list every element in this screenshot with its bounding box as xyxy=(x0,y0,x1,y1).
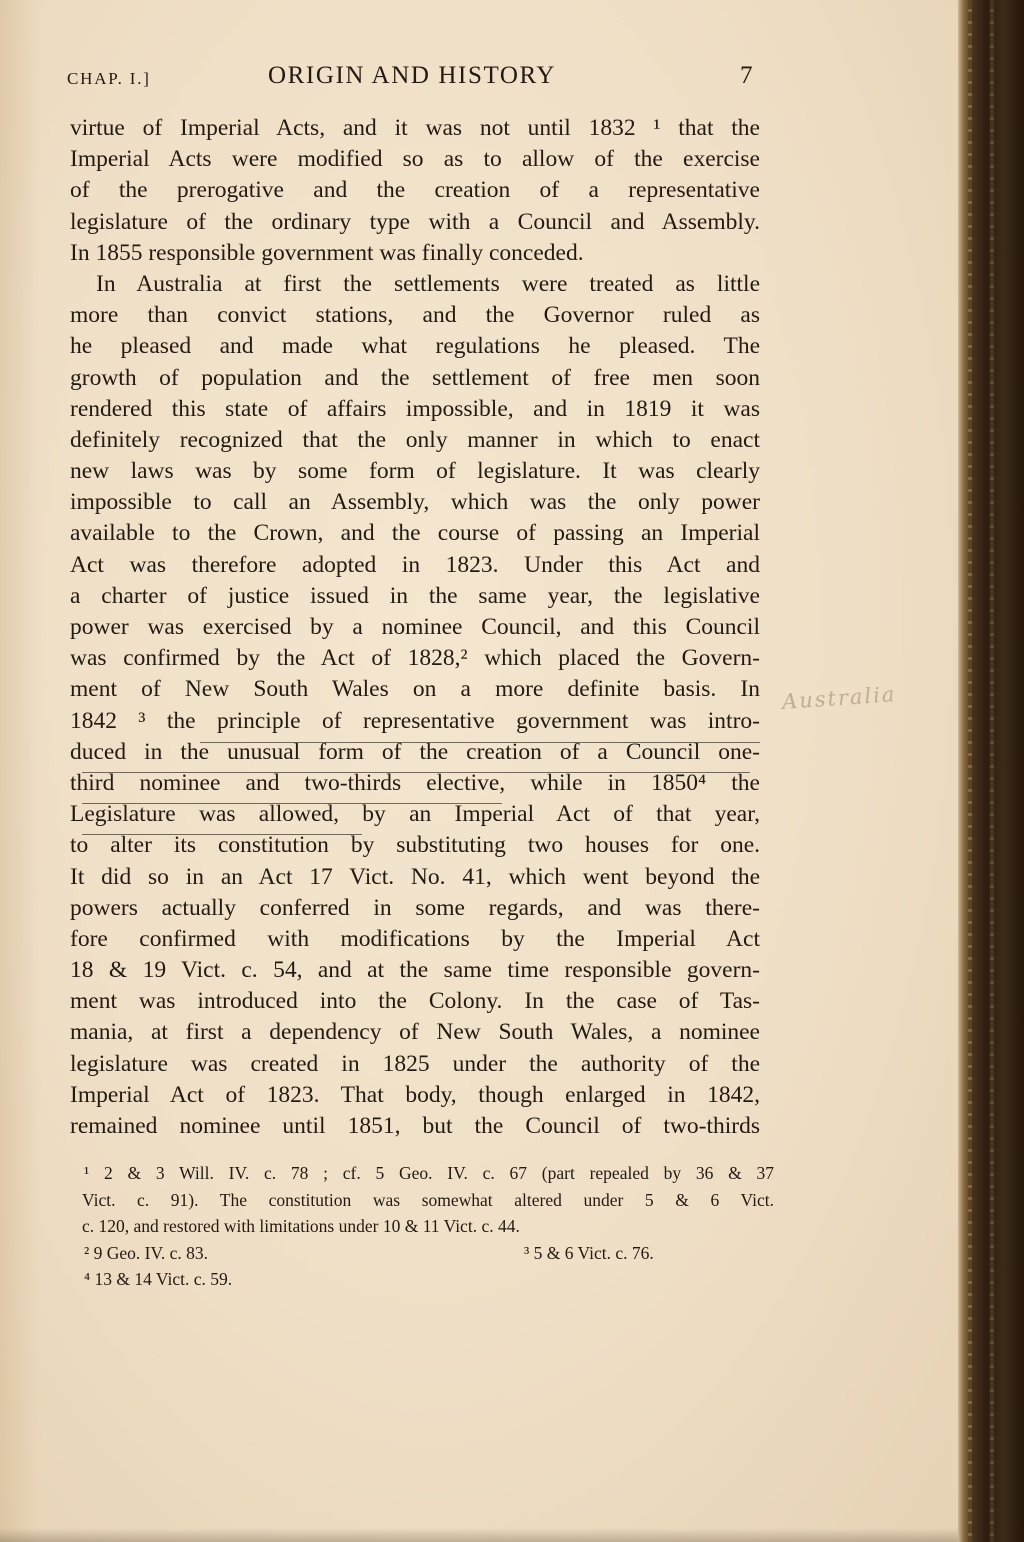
pencil-margin-note: Australia xyxy=(781,682,898,714)
body-line: legislature of the ordinary type with a Council and Assembly. xyxy=(70,208,760,235)
body-line: third nominee and two-thirds elective, while in 1850⁴ the xyxy=(70,769,760,796)
body-line: Imperial Act of 1823. That body, though enlarged in 1842, xyxy=(70,1081,760,1108)
footnote-2: ² 9 Geo. IV. c. 83. xyxy=(84,1242,209,1263)
body-text xyxy=(70,113,760,1142)
footnote-1-continued: Vict. c. 91). The constitution was somewhat altered under 5 & 6 Vict. xyxy=(82,1189,774,1210)
body-line: mania, at first a dependency of New South Wales, a nominee xyxy=(70,1019,760,1046)
body-line: It did so in an Act 17 Vict. No. 41, which went beyond the xyxy=(70,863,760,890)
body-line: rendered this state of affairs impossible, and in 1819 it was xyxy=(70,395,760,422)
body-line: ment was introduced into the Colony. In the case of Tas- xyxy=(70,988,760,1015)
body-line: Act was therefore adopted in 1823. Under this Act and xyxy=(70,551,760,578)
body-line: In Australia at first the settlements were treated as little xyxy=(96,270,760,297)
page-bottom-shadow xyxy=(0,1528,958,1542)
body-line: legislature was created in 1825 under the authority of the xyxy=(70,1050,760,1077)
pencil-underline xyxy=(82,834,362,835)
page-number: 7 xyxy=(740,62,753,89)
footnote-3: ³ 5 & 6 Vict. c. 76. xyxy=(524,1242,654,1263)
pencil-underline xyxy=(82,803,502,804)
body-line: duced in the unusual form of the creation of a Council one- xyxy=(70,738,760,765)
body-line: Legislature was allowed, by an Imperial Act of that year, xyxy=(70,801,760,828)
page-edge-texture xyxy=(968,0,972,1542)
body-line: impossible to call an Assembly, which was the only power xyxy=(70,489,760,516)
page-edge-texture xyxy=(990,0,994,1542)
body-line: growth of population and the settlement of free men soon xyxy=(70,364,760,391)
body-line: new laws was by some form of legislature. It was clearly xyxy=(70,458,760,485)
footnotes xyxy=(84,1160,774,1293)
body-line: 1842 ³ the principle of representative government was intro- xyxy=(70,707,760,734)
pencil-underline xyxy=(82,772,750,773)
footnote-1: ¹ 2 & 3 Will. IV. c. 78 ; cf. 5 Geo. IV. c. 67 (part repealed by 36 & 37 xyxy=(84,1163,774,1183)
body-line: power was exercised by a nominee Council, and this Council xyxy=(70,614,760,640)
body-line: more than convict stations, and the Governor ruled as xyxy=(70,302,760,329)
body-line: Imperial Acts were modified so as to allow of the exercise xyxy=(70,146,760,173)
body-line: remained nominee until 1851, but the Council of two-thirds xyxy=(70,1113,760,1139)
body-line: a charter of justice issued in the same year, the legislative xyxy=(70,582,760,609)
footnote-4: ⁴ 13 & 14 Vict. c. 59. xyxy=(84,1269,233,1290)
body-line: fore confirmed with modifications by the Imperial Act xyxy=(70,925,760,952)
body-line: In 1855 responsible government was finally conceded. xyxy=(70,239,584,266)
pencil-underline xyxy=(200,742,760,743)
body-line: he pleased and made what regulations he pleased. The xyxy=(70,333,760,360)
body-line: 18 & 19 Vict. c. 54, and at the same time responsible govern- xyxy=(70,957,760,984)
footnote-1-continued: c. 120, and restored with limitations under 10 & 11 Vict. c. 44. xyxy=(82,1216,520,1237)
body-line: ment of New South Wales on a more definite basis. In xyxy=(70,676,760,703)
running-title: ORIGIN AND HISTORY xyxy=(268,62,557,89)
body-line: virtue of Imperial Acts, and it was not until 1832 ¹ that the xyxy=(70,115,760,141)
body-line: available to the Crown, and the course of passing an Imperial xyxy=(70,520,760,547)
body-line: of the prerogative and the creation of a representative xyxy=(70,177,760,204)
footnote-row xyxy=(84,1240,774,1267)
body-line: powers actually conferred in some regards, and was there- xyxy=(70,894,760,921)
body-line: was confirmed by the Act of 1828,² which placed the Govern- xyxy=(70,645,760,672)
chapter-label: CHAP. I.] xyxy=(67,69,151,88)
body-line: to alter its constitution by substituting two houses for one. xyxy=(70,832,760,859)
running-header xyxy=(0,62,958,102)
body-line: definitely recognized that the only manner in which to enact xyxy=(70,426,760,453)
